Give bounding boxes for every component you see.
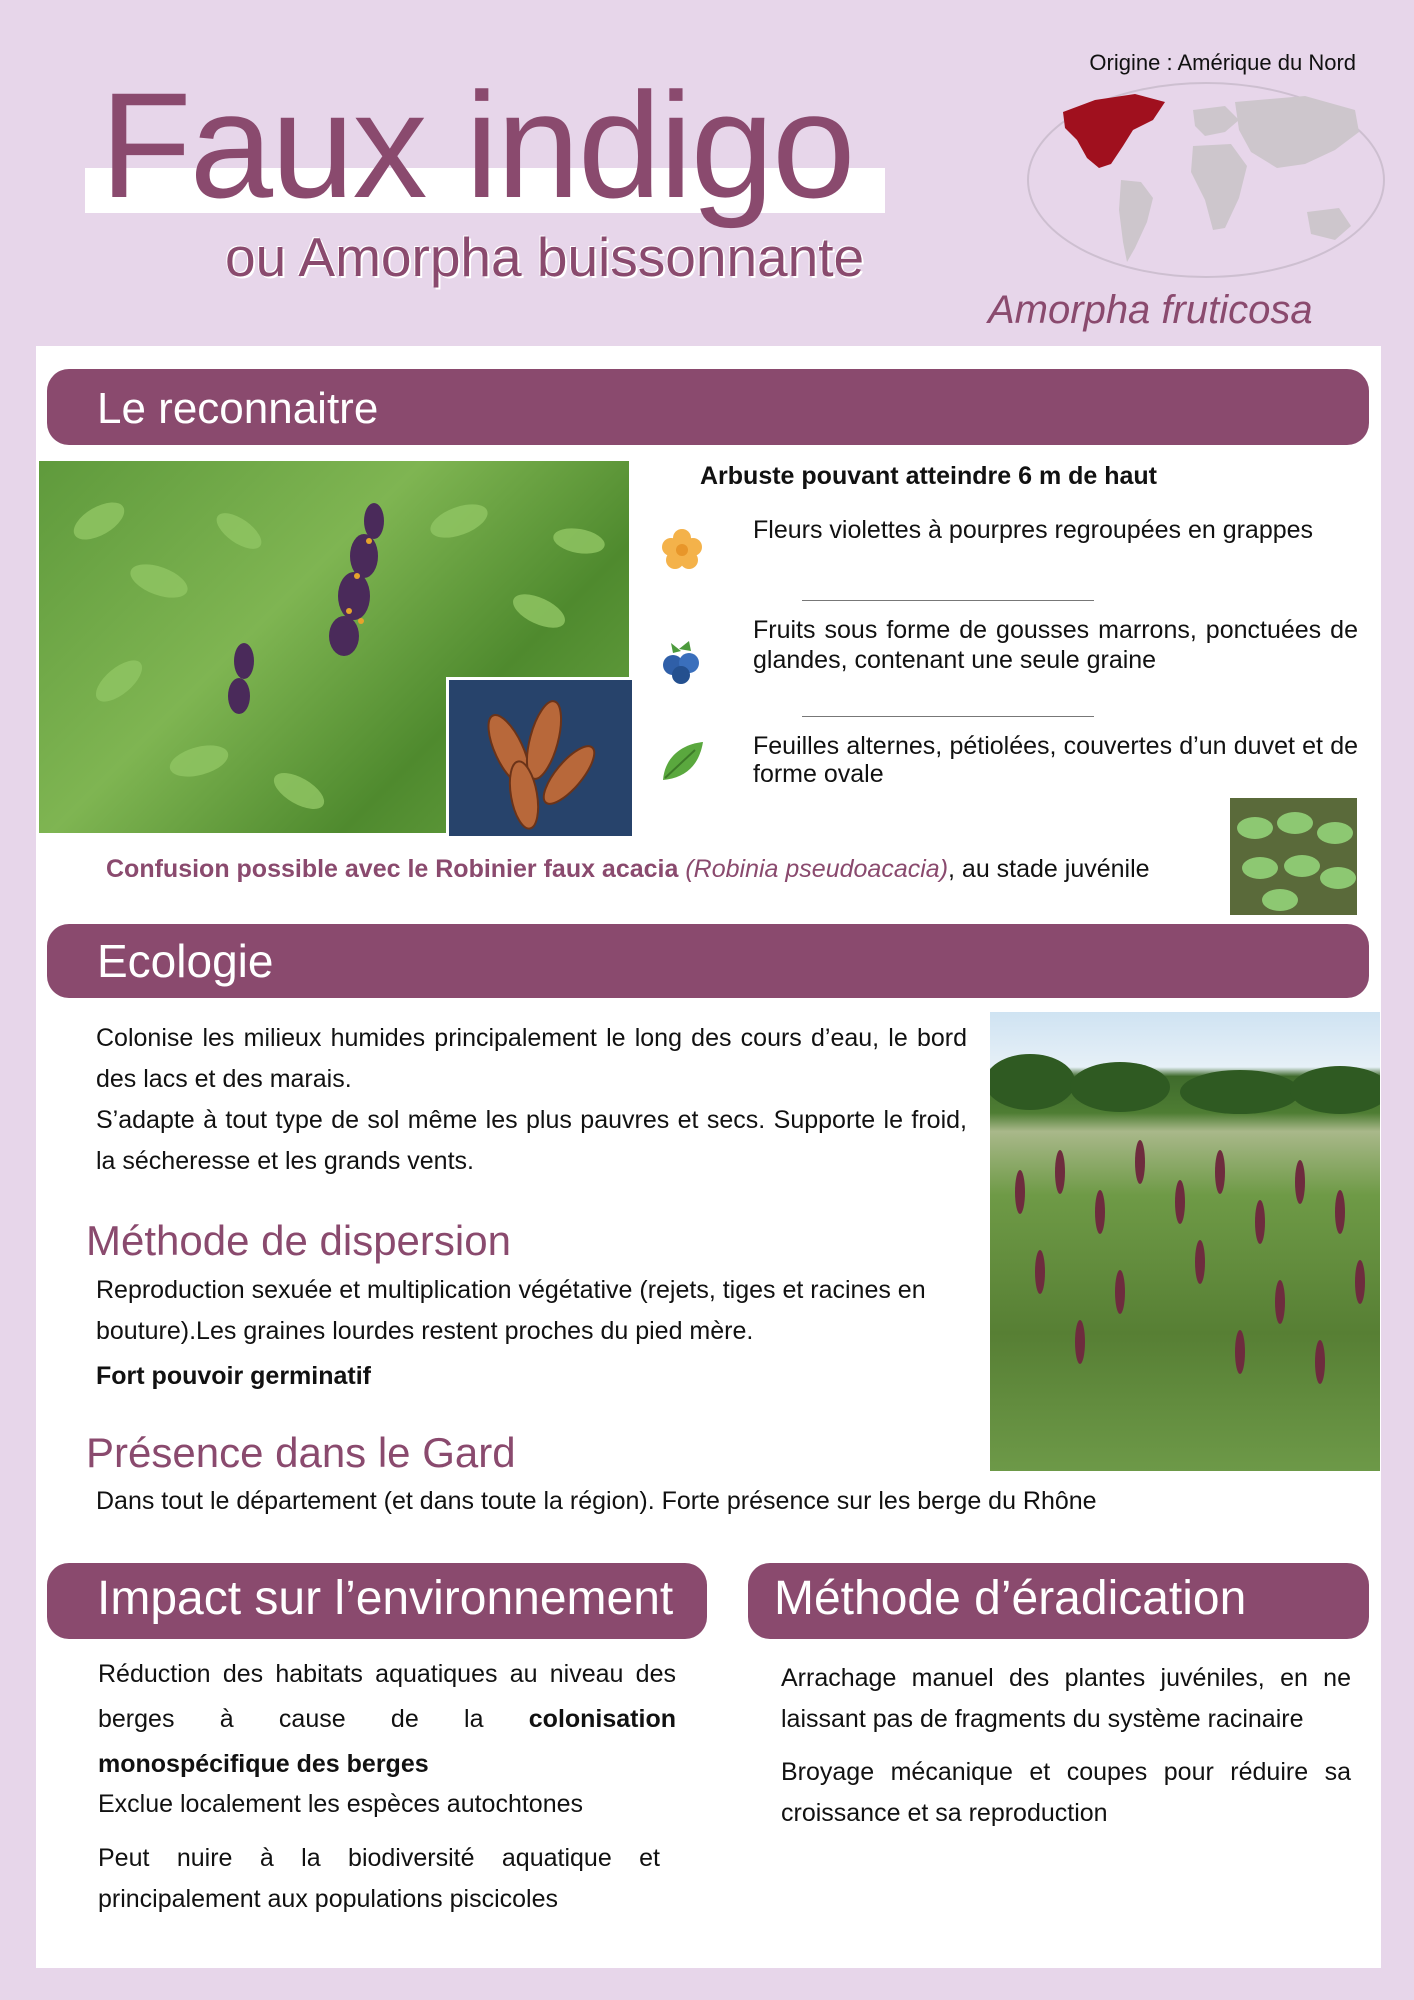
presence-text: Dans tout le département (et dans toute la région). Forte présence sur les berge du Rhône [96, 1487, 1097, 1515]
seed-pod-illustration [449, 680, 632, 836]
feature-divider [802, 716, 1094, 717]
feature-flowers: Fleurs violettes à pourpres regroupées en grappes [753, 516, 1314, 544]
europe-shape [1193, 106, 1239, 136]
australia-shape [1307, 208, 1351, 240]
section-header-recognize [47, 369, 1369, 445]
africa-shape [1191, 144, 1247, 230]
robinia-photo [1230, 798, 1357, 915]
section-header-impact [47, 1563, 707, 1639]
section-title: Ecologie [97, 935, 274, 987]
dispersion-bold: Fort pouvoir germinatif [96, 1362, 371, 1390]
robinia-illustration [1230, 798, 1357, 915]
flower-icon [659, 527, 705, 573]
asia-shape [1235, 96, 1359, 168]
habitat-illustration [990, 1012, 1380, 1471]
feature-leaves: Feuilles alternes, pétiolées, couvertes d’un duvet et de forme ovale [753, 732, 1358, 788]
section-title: Le reconnaitre [97, 384, 379, 433]
section-title: Impact sur l’environnement [97, 1572, 674, 1625]
section-title: Méthode d’éradication [774, 1572, 1247, 1625]
leaf-icon [659, 738, 705, 784]
confusion-note [106, 855, 1150, 884]
size-headline: Arbuste pouvant atteindre 6 m de haut [700, 462, 1158, 490]
world-map [1025, 80, 1387, 280]
habitat-photo [990, 1012, 1380, 1471]
seed-pod-photo [446, 677, 632, 836]
ecology-paragraph-2: S’adapte à tout type de sol même les plus pauvres et secs. Supporte le froid, la sécheresse et les grands vents. [96, 1106, 967, 1175]
impact-text: Réduction des habitats aquatiques au niveau des berges à cause de la [98, 1660, 676, 1733]
north-america-shape [1063, 94, 1165, 168]
feature-fruits: Fruits sous forme de gousses marrons, ponctuées de glandes, contenant une seule graine [753, 616, 1358, 674]
dispersion-text: Reproduction sexuée et multiplication végétative (rejets, tiges et racines en bouture).Les graines lourdes restent proches du pied mère. [96, 1276, 926, 1345]
presence-title: Présence dans le Gard [86, 1429, 516, 1476]
impact-paragraph-2: Exclue localement les espèces autochtones [98, 1790, 584, 1818]
feature-divider [802, 600, 1094, 601]
eradication-paragraph-2: Broyage mécanique et coupes pour réduire sa croissance et sa reproduction [781, 1758, 1351, 1827]
section-header-eradication [748, 1563, 1369, 1639]
confusion-rest: , au stade juvénile [948, 855, 1150, 883]
south-america-shape [1119, 180, 1153, 262]
section-header-ecology [47, 924, 1369, 998]
latin-name: Amorpha fruticosa [988, 288, 1313, 332]
eradication-paragraph-1: Arrachage manuel des plantes juvéniles, en ne laissant pas de fragments du système racinaire [781, 1664, 1351, 1733]
impact-paragraph-3: Peut nuire à la biodiversité aquatique et principalement aux populations piscicoles [98, 1844, 660, 1913]
dispersion-title: Méthode de dispersion [86, 1217, 511, 1264]
confusion-latin: (Robinia pseudoacacia) [685, 855, 949, 883]
page-subtitle: ou Amorpha buissonnante [225, 226, 865, 288]
impact-paragraph-1 [98, 1652, 676, 1787]
page-title: Faux indigo [100, 61, 854, 229]
berries-icon [659, 639, 705, 685]
impact-bold: colonisation monospécifique des berges [98, 1705, 676, 1778]
origin-label: Origine : Amérique du Nord [1089, 50, 1356, 75]
ecology-paragraph-1: Colonise les milieux humides principalement le long des cours d’eau, le bord des lacs et des marais. [96, 1024, 967, 1093]
confusion-species: Confusion possible avec le Robinier faux acacia [106, 855, 679, 883]
